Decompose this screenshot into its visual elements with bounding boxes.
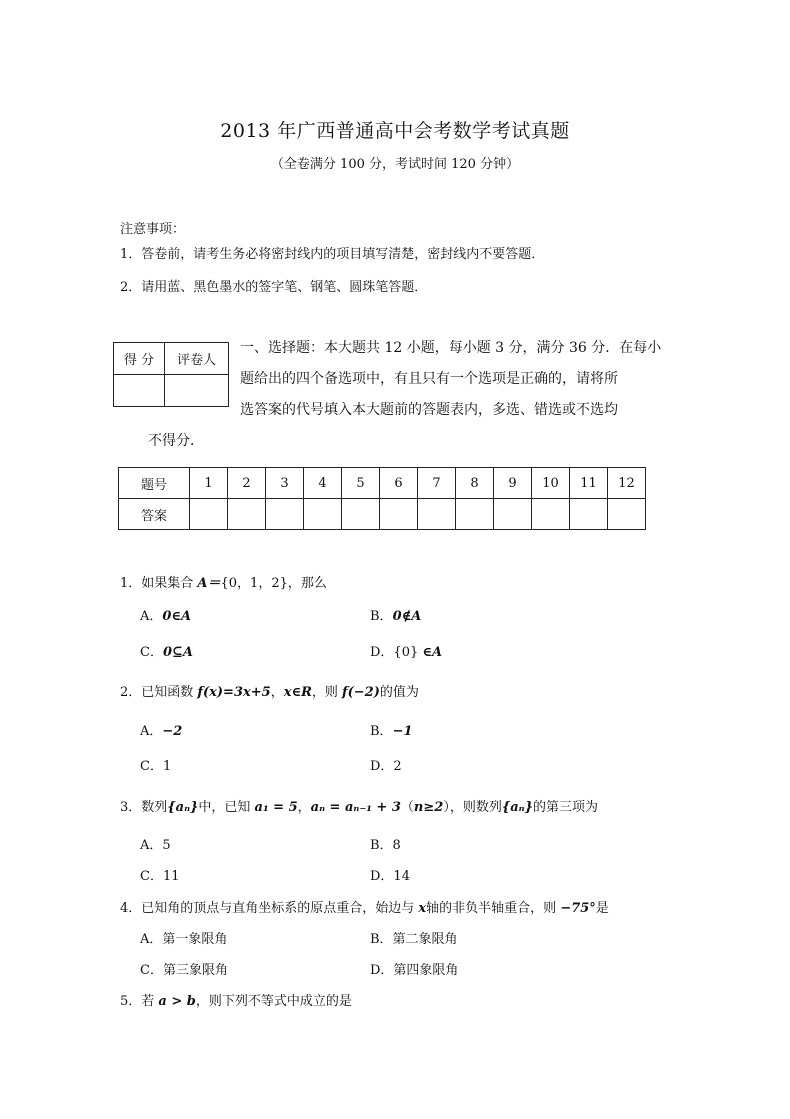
answer-cell[interactable] xyxy=(190,499,228,530)
section1-line-2: 题给出的四个备选项中，有且只有一个选项是正确的，请将所 xyxy=(240,371,618,387)
question-number: 2 xyxy=(228,468,266,499)
q2-stem-text: ，则 xyxy=(311,685,343,700)
question-number: 1 xyxy=(190,468,228,499)
answer-cell[interactable] xyxy=(494,499,532,530)
question-5-stem xyxy=(120,990,352,1009)
q2-stem-math: x∈R xyxy=(283,685,312,700)
q2-stem-math: f(x)=3x+5 xyxy=(197,685,271,700)
option-label: B． xyxy=(370,609,393,624)
notes-heading: 注意事项： xyxy=(120,222,186,237)
q4-stem-text: 轴的非负半轴重合，则 xyxy=(426,901,561,916)
q2-stem-math: f(−2) xyxy=(342,685,380,700)
question-number: 6 xyxy=(380,468,418,499)
question-number: 8 xyxy=(456,468,494,499)
q2-option-d: D．2 xyxy=(370,759,402,774)
q1-option-c xyxy=(140,641,193,660)
question-number: 11 xyxy=(570,468,608,499)
option-math: 0∈A xyxy=(162,609,192,624)
score-cell[interactable] xyxy=(114,375,165,407)
answer-table-number-row xyxy=(119,468,646,499)
q2-option-b xyxy=(370,720,413,739)
question-number: 4 xyxy=(304,468,342,499)
question-number: 9 xyxy=(494,468,532,499)
q4-option-a: A．第一象限角 xyxy=(140,932,228,947)
q3-option-d: D．14 xyxy=(370,869,410,884)
q1-option-d xyxy=(370,641,442,660)
answer-cell[interactable] xyxy=(266,499,304,530)
q5-stem-text: 5．若 xyxy=(120,994,159,1009)
question-number: 12 xyxy=(608,468,646,499)
question-number: 10 xyxy=(532,468,570,499)
answer-cell[interactable] xyxy=(532,499,570,530)
grader-cell[interactable] xyxy=(165,375,229,407)
q3-stem-math: {aₙ} xyxy=(167,800,199,815)
question-4-stem xyxy=(120,897,609,916)
answer-cell[interactable] xyxy=(342,499,380,530)
section1-line-4: 不得分． xyxy=(148,433,204,449)
option-label: C． xyxy=(140,645,163,660)
q1-option-b xyxy=(370,605,421,624)
q4-option-c: C．第三象限角 xyxy=(140,963,228,978)
q2-option-a xyxy=(140,720,182,739)
question-3-stem xyxy=(120,796,598,815)
q5-stem-text-end: ，则下列不等式中成立的是 xyxy=(195,994,352,1009)
q4-stem-text-end: 是 xyxy=(595,901,609,916)
option-math: −1 xyxy=(392,724,413,739)
note-item-1: 1．答卷前，请考生务必将密封线内的项目填写清楚，密封线内不要答题． xyxy=(120,247,545,262)
answer-cell[interactable] xyxy=(608,499,646,530)
option-math: 0⊆A xyxy=(162,645,193,660)
q4-stem-math: −75° xyxy=(560,901,596,916)
answer-table-answer-row xyxy=(119,499,646,530)
option-math: 0∉A xyxy=(392,609,422,624)
note-item-2: 2．请用蓝、黑色墨水的签字笔、钢笔、圆珠笔答题． xyxy=(120,280,428,295)
score-box xyxy=(113,342,229,407)
question-number: 5 xyxy=(342,468,380,499)
answer-cell[interactable] xyxy=(570,499,608,530)
option-math: ∈A xyxy=(422,645,443,660)
section1-line-1: 一、选择题：本大题共 12 小题，每小题 3 分，满分 36 分．在每小 xyxy=(240,340,662,356)
q4-stem-text: 4．已知角的顶点与直角坐标系的原点重合，始边与 xyxy=(120,901,419,916)
grader-label: 评卷人 xyxy=(165,343,229,375)
answer-cell[interactable] xyxy=(456,499,494,530)
answer-cell[interactable] xyxy=(304,499,342,530)
q3-stem-text: ， xyxy=(297,800,311,815)
q2-option-c: C．1 xyxy=(140,759,172,774)
q3-stem-text: （ xyxy=(400,800,414,815)
q3-stem-math: n≥2 xyxy=(413,800,444,815)
question-2-stem xyxy=(120,681,419,700)
q3-stem-math: a₁ = 5 xyxy=(254,800,298,815)
q3-stem-math: {aₙ} xyxy=(501,800,533,815)
answer-cell[interactable] xyxy=(418,499,456,530)
q1-stem-text-end: {0，1，2}，那么 xyxy=(220,576,327,591)
q1-stem-text: 1．如果集合 xyxy=(120,576,198,591)
row-label-answer: 答案 xyxy=(119,499,190,530)
option-label: A． xyxy=(140,724,163,739)
q2-stem-text-end: 的值为 xyxy=(379,685,419,700)
section1-line-3: 选答案的代号填入本大题前的答题表内，多选、错选或不选均 xyxy=(240,402,618,418)
option-label: D．{0} xyxy=(370,645,423,660)
question-number: 7 xyxy=(418,468,456,499)
q3-stem-math: aₙ = aₙ₋₁ + 3 xyxy=(310,800,401,815)
q3-stem-text: 3．数列 xyxy=(120,800,168,815)
q1-stem-math: A＝ xyxy=(197,576,221,591)
q5-stem-math: a > b xyxy=(158,994,196,1009)
q4-stem-math: x xyxy=(418,901,427,916)
option-math: −2 xyxy=(162,724,183,739)
question-1-stem xyxy=(120,572,327,591)
score-label: 得 分 xyxy=(114,343,165,375)
page-title: 2013 年广西普通高中会考数学考试真题 xyxy=(220,120,570,142)
q3-option-a: A．5 xyxy=(140,838,171,853)
page-subtitle: （全卷满分 100 分，考试时间 120 分钟） xyxy=(270,157,520,172)
option-label: B． xyxy=(370,724,393,739)
q3-stem-text: ），则数列 xyxy=(443,800,502,815)
q3-stem-text-end: 的第三项为 xyxy=(532,800,598,815)
answer-table xyxy=(118,467,646,530)
q4-option-d: D．第四象限角 xyxy=(370,963,459,978)
q2-stem-text: 2．已知函数 xyxy=(120,685,198,700)
q3-option-b: B．8 xyxy=(370,838,401,853)
answer-cell[interactable] xyxy=(228,499,266,530)
option-label: A． xyxy=(140,609,163,624)
answer-cell[interactable] xyxy=(380,499,418,530)
q3-stem-text: 中，已知 xyxy=(198,800,255,815)
q4-option-b: B．第二象限角 xyxy=(370,932,458,947)
question-number: 3 xyxy=(266,468,304,499)
q1-option-a xyxy=(140,605,191,624)
q3-option-c: C．11 xyxy=(140,869,180,884)
row-label-number: 题号 xyxy=(119,468,190,499)
q2-stem-text: ， xyxy=(270,685,284,700)
